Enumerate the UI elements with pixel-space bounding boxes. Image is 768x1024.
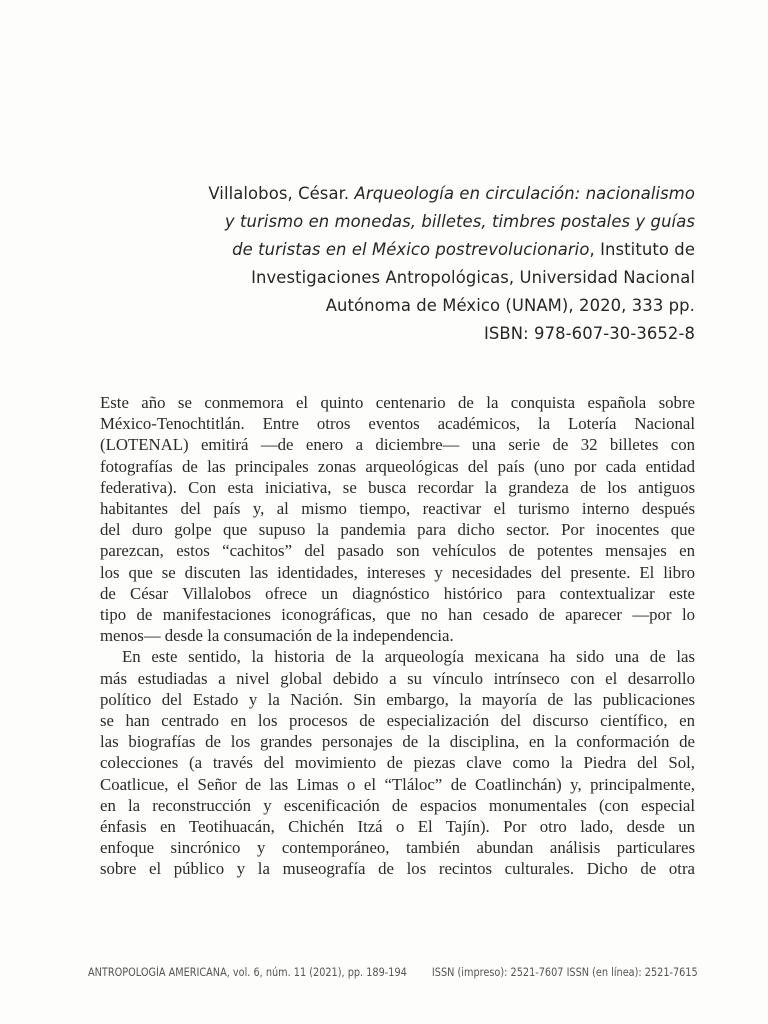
paragraph-1 xyxy=(100,392,695,646)
publisher-start: , Instituto de xyxy=(589,240,695,259)
text-line: México-Tenochtitlán. Entre otros eventos académicos, la Lotería Nacional xyxy=(100,414,695,434)
journal-citation: ANTROPOLOGÍA AMERICANA, vol. 6, núm. 11 (2021), pp. 189-194 xyxy=(88,966,407,979)
text-line: político del Estado y la Nación. Sin embargo, la mayoría de las publicaciones xyxy=(100,689,695,709)
text-line: se han centrado en los procesos de especialización del discurso científico, en xyxy=(100,711,695,731)
book-reference xyxy=(150,180,695,348)
text-line: tipo de manifestaciones iconográficas, que no han cesado de aparecer —por lo xyxy=(100,605,695,625)
text-line: de César Villalobos ofrece un diagnóstico histórico para contextualizar este xyxy=(100,583,695,603)
reference-line-4: Investigaciones Antropológicas, Universidad Nacional xyxy=(251,268,695,287)
text-line: enfoque sincrónico y contemporáneo, también abundan análisis particulares xyxy=(100,838,695,858)
book-title-part-1: Arqueología en circulación: nacionalismo xyxy=(354,184,695,203)
text-line: los que se discuten las identidades, intereses y necesidades del presente. El libro xyxy=(100,562,695,582)
book-title-part-3: de turistas en el México postrevolucionario xyxy=(232,240,590,259)
reference-line-2 xyxy=(150,208,695,236)
text-line: En este sentido, la historia de la arqueología mexicana ha sido una de las xyxy=(122,647,695,667)
text-line: en la reconstrucción y escenificación de espacios monumentales (con especial xyxy=(100,795,695,815)
book-title-part-2: y turismo en monedas, billetes, timbres postales y guías xyxy=(224,212,695,231)
review-body xyxy=(100,392,695,880)
issn-info: ISSN (impreso): 2521-7607 ISSN (en línea): 2521-7615 xyxy=(431,966,698,979)
reference-line-5: Autónoma de México (UNAM), 2020, 333 pp. xyxy=(325,296,695,315)
text-line: Coatlicue, el Señor de las Limas o el “Tláloc” de Coatlinchán) y, principalmente, xyxy=(100,774,695,794)
reference-line-1 xyxy=(150,180,695,208)
text-line: habitantes del país y, al mismo tiempo, reactivar el turismo interno después xyxy=(100,499,695,519)
text-line: fotografías de las principales zonas arqueológicas del país (uno por cada entidad xyxy=(100,456,695,476)
author-name: Villalobos, César. xyxy=(208,184,355,203)
text-line: sobre el público y la museografía de los recintos culturales. Dicho de otra xyxy=(100,859,695,879)
paragraph-2 xyxy=(100,646,695,879)
text-line: colecciones (a través del movimiento de piezas clave como la Piedra del Sol, xyxy=(100,753,695,773)
text-line: más estudiadas a nivel global debido a su vínculo intrínseco con el desarrollo xyxy=(100,668,695,688)
reference-isbn: ISBN: 978-607-30-3652-8 xyxy=(483,324,695,343)
text-line: Este año se conmemora el quinto centenario de la conquista española sobre xyxy=(100,393,695,412)
text-line: énfasis en Teotihuacán, Chichén Itzá o El Tajín). Por otro lado, desde un xyxy=(100,817,695,837)
text-line: federativa). Con esta iniciativa, se busca recordar la grandeza de los antiguos xyxy=(100,477,695,497)
text-line: las biografías de los grandes personajes de la disciplina, en la conformación de xyxy=(100,732,695,752)
text-line: (LOTENAL) emitirá —de enero a diciembre— una serie de 32 billetes con xyxy=(100,435,695,455)
text-line: menos— desde la consumación de la independencia. xyxy=(100,626,454,646)
text-line: parezcan, estos “cachitos” del pasado son vehículos de potentes mensajes en xyxy=(100,541,695,561)
text-line: del duro golpe que supuso la pandemia para dicho sector. Por inocentes que xyxy=(100,520,695,540)
page-footer xyxy=(88,966,698,979)
reference-line-3 xyxy=(150,236,695,264)
